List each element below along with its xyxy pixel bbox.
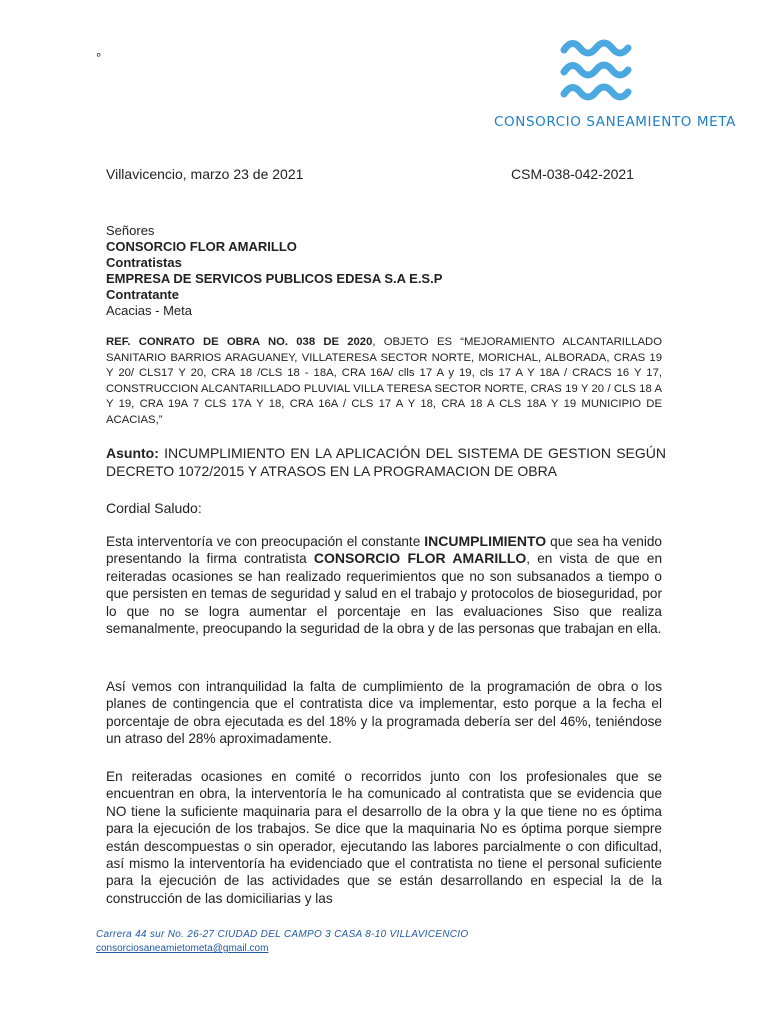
- recipient-role-1: Contratistas: [106, 255, 182, 270]
- subject-block: [106, 444, 666, 480]
- paragraph-1-text-a: Esta interventoría ve con preocupación el constante: [106, 534, 425, 549]
- recipient-location: Acacias - Meta: [106, 303, 192, 318]
- paragraph-1-bold-a: INCUMPLIMIENTO: [424, 533, 547, 549]
- subject-text: INCUMPLIMIENTO EN LA APLICACIÓN DEL SISTEMA DE GESTION SEGÚN DECRETO 1072/2015 Y ATRASOS EN LA PROGRAMACION DE OBRA: [106, 445, 666, 479]
- recipient-block: [106, 223, 442, 319]
- reference-label: REF. CONRATO DE OBRA NO. 038 DE 2020: [106, 336, 373, 348]
- recipient-name-2: EMPRESA DE SERVICOS PUBLICOS EDESA S.A E.S.P: [106, 271, 443, 286]
- letter-date: Villavicencio, marzo 23 de 2021: [106, 166, 304, 182]
- recipient-role-2: Contratante: [106, 287, 179, 302]
- footer-address: Carrera 44 sur No. 26-27 CIUDAD DEL CAMPO 3 CASA 8-10 VILLAVICENCIO: [96, 929, 469, 940]
- footer-email-link[interactable]: consorciosaneamietometa@gmail.com: [96, 943, 269, 954]
- paragraph-1-bold-b: CONSORCIO FLOR AMARILLO: [313, 550, 527, 567]
- reference-block: [106, 335, 662, 428]
- logo-text: CONSORCIO SANEAMIENTO META: [494, 114, 736, 130]
- document-code: CSM-038-042-2021: [511, 166, 634, 182]
- subject-label: Asunto:: [106, 445, 159, 461]
- reference-text: , OBJETO ES “MEJORAMIENTO ALCANTARILLADO SANITARIO BARRIOS ARAGUANEY, VILLATERESA SECTOR NORTE, MORICHAL, ALBORADA, CRAS 19 Y 20/ CLS17 Y 20, CRA 18 /CLS 18 - 18A, CRA 16A/ clls 17 A y 19, cls 17 A Y 18A / CRACS 16 Y 17, CONSTRUCCION ALCANTARILLADO PLUVIAL VILLA TERESA SECTOR NORTE, CRAS 19 Y 20 / CLS 18 A Y 19, CRA 19A 7 CLS 17A Y 18, CRA 16A / CLS 17 A Y 18, CRA 18 A CLS 18A Y 19 MUNICIPIO DE ACACIAS,”: [106, 336, 662, 426]
- paragraph-1: [106, 533, 662, 637]
- recipient-name-1: CONSORCIO FLOR AMARILLO: [106, 239, 297, 254]
- paragraph-1-text-b: que sea ha venido presentando la firma contratista: [106, 534, 662, 567]
- footer: [96, 928, 468, 956]
- paragraph-2: Así vemos con intranquilidad la falta de cumplimiento de la programación de obra o los planes de contingencia que el contratista dice va implementar, esto porque a la fecha el porcentaje de obra ejecutada es del 18% y la programada debería ser del 46%, teniéndose un atraso del 28% aproximadamente.: [106, 679, 662, 747]
- paragraph-3: En reiteradas ocasiones en comité o recorridos junto con los profesionales que se encuentran en obra, la interventoría le ha comunicado al contratista que se evidencia que NO tiene la suficiente maquinaria para el desarrollo de la obra y la que tiene no es óptima para la ejecución de los trabajos. Se dice que la maquinaria No es óptima porque siempre están descompuestas o sin operador, ejecutando las labores parcialmente o con dificultad, así mismo la interventoría ha evidenciado que el contratista no tiene el personal suficiente para la ejecución de las actividades que se están desarrollando en especial la de la construcción de las domiciliarias y las: [106, 769, 662, 906]
- waves-icon: [558, 36, 638, 108]
- recipient-salutation: Señores: [106, 223, 155, 238]
- stray-mark: °: [96, 50, 102, 65]
- company-logo: [490, 36, 740, 136]
- paragraph-1-text-c: , en vista de que en reiteradas ocasiones se han realizado requerimientos que no son subsanados a tiempo o que persisten en temas de seguridad y salud en el trabajo y protocolos de bioseguridad, por lo que no se logra aumentar el porcentaje en las evaluaciones Siso que realiza semanalmente, preocupando la seguridad de la obra y de las personas que trabajan en ella.: [106, 551, 663, 637]
- greeting: Cordial Saludo:: [106, 500, 202, 516]
